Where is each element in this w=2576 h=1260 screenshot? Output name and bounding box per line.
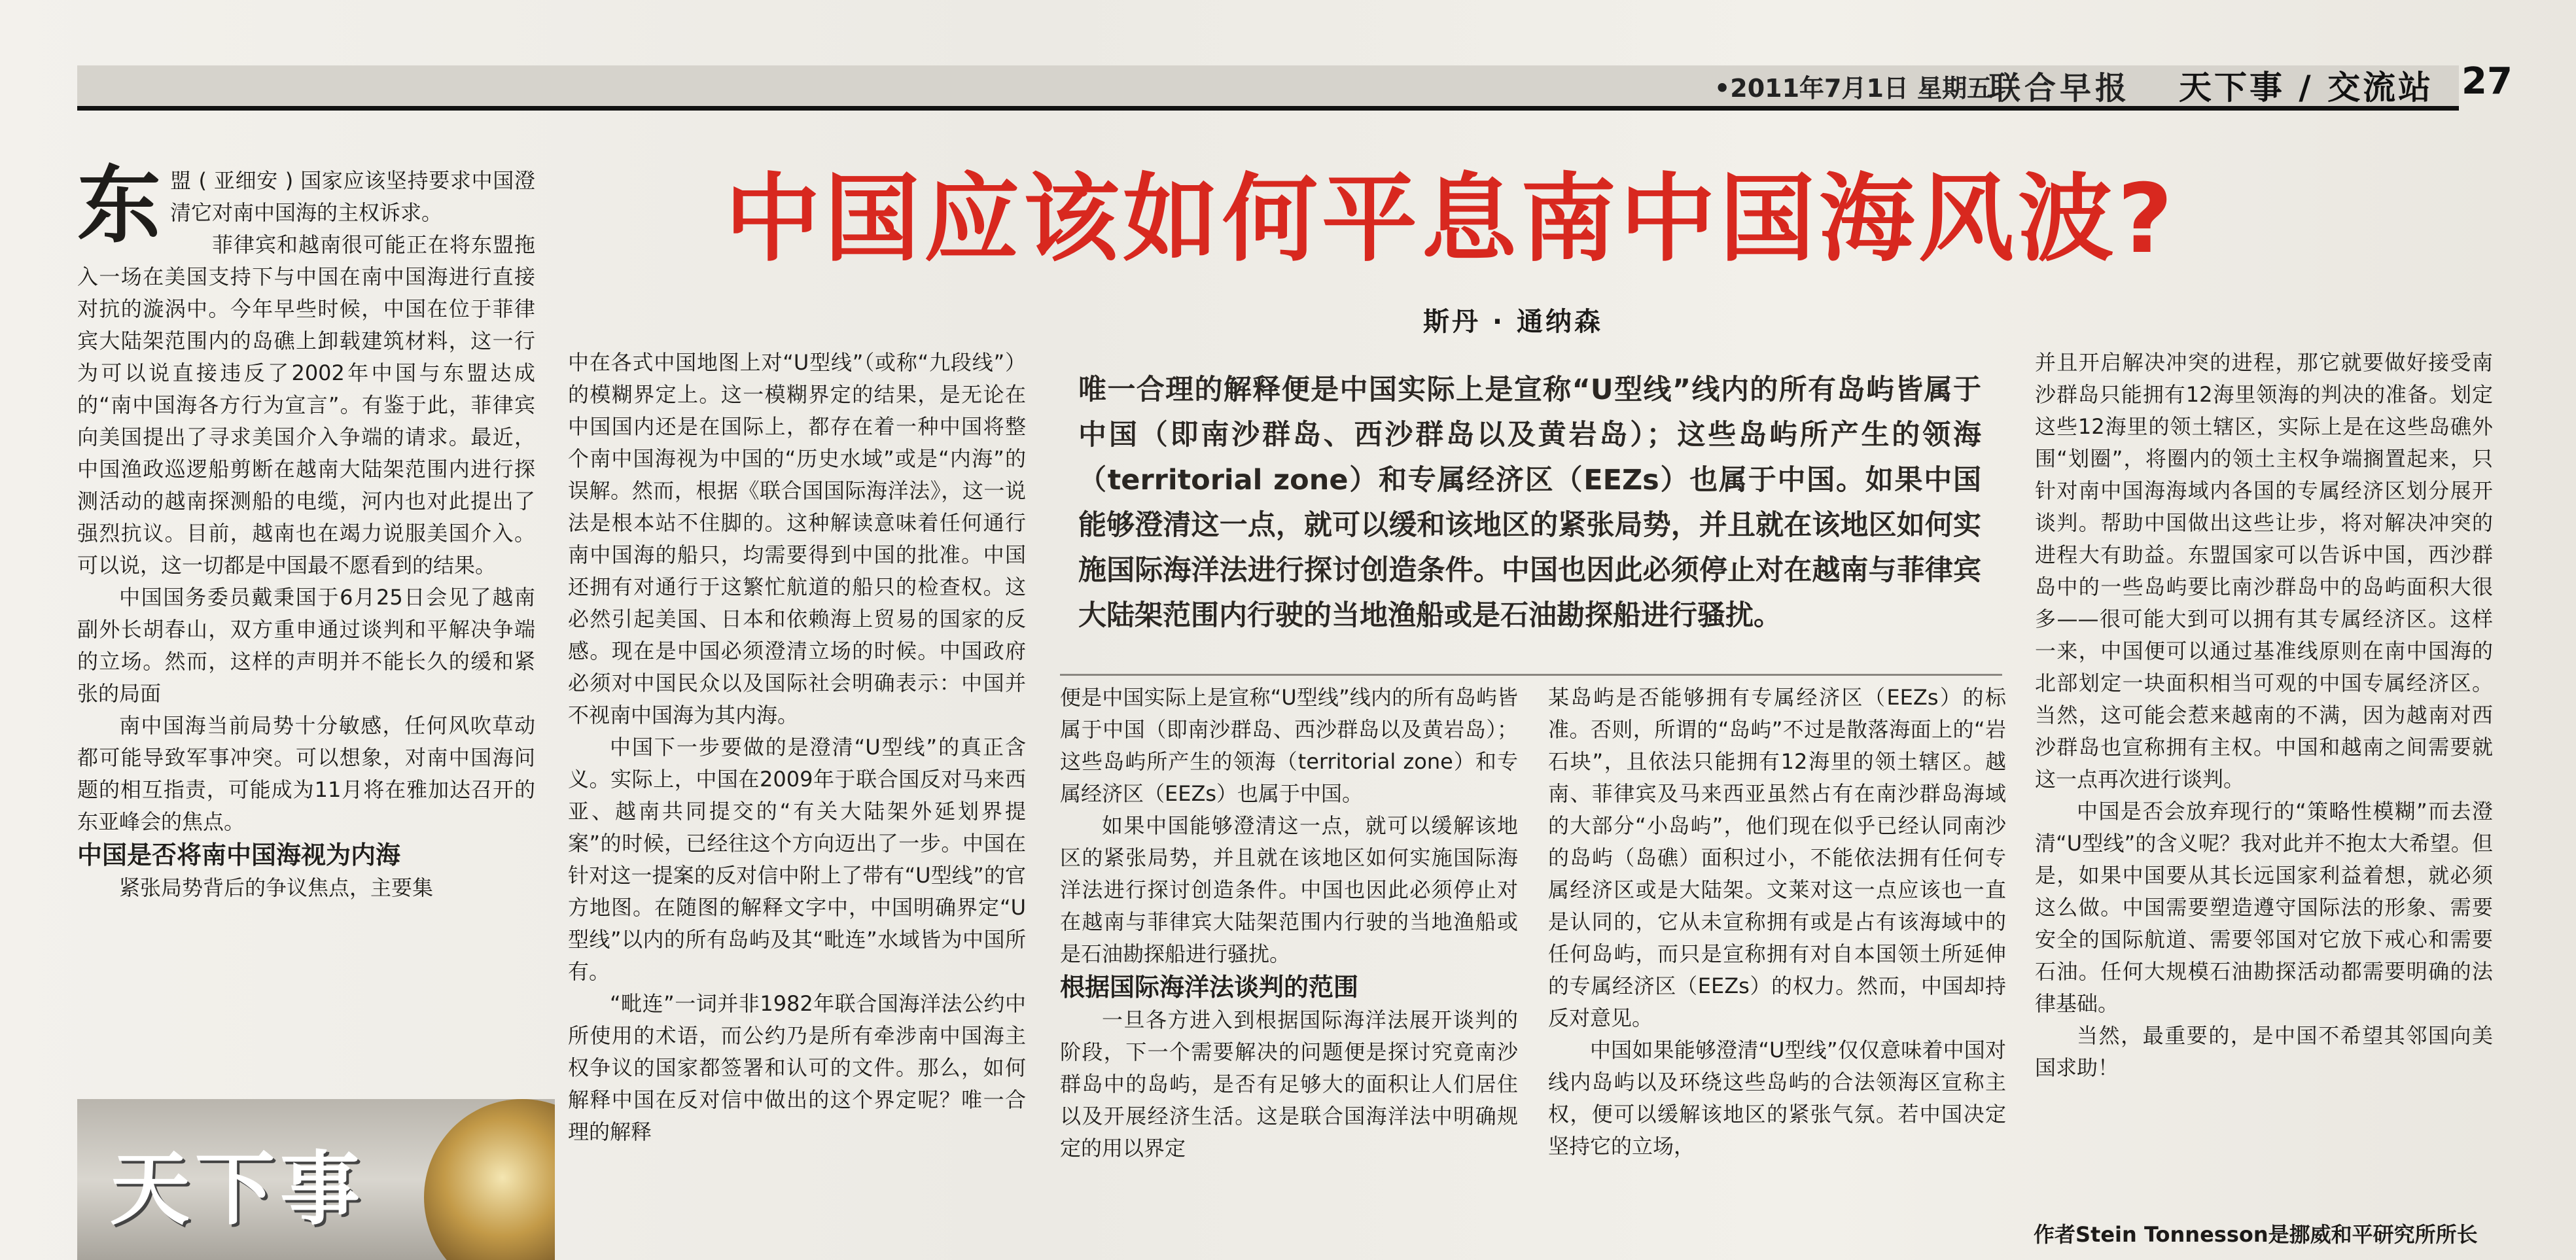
- pull-quote-divider: [1060, 674, 2002, 676]
- drop-cap: 东: [77, 156, 162, 254]
- subheading: 根据国际海洋法谈判的范围: [1060, 973, 1359, 1002]
- newspaper-name: 联合早报: [1989, 70, 2131, 107]
- pull-quote: 唯一合理的解释便是中国实际上是宣称“U型线”线内的所有岛屿皆属于中国（即南沙群岛、西沙群岛以及黄岩岛）；这些岛屿所产生的领海（territorial zone）和专属经济区（EEZs）也属于中国。如果中国能够澄清这一点，就可以缓和该地区的紧张局势，并且就在该地区如何实施国际海洋法进行探讨创造条件。中国也因此必须停止对在越南与菲律宾大陆架范围内行驶的当地渔船或是石油勘探船进行骚扰。: [1078, 374, 1981, 632]
- page-number: 27: [2461, 60, 2513, 103]
- lead-paragraph: 盟 ( 亚细安 ) 国家应该坚持要求中国澄清它对南中国海的主权诉求。: [170, 168, 535, 225]
- paragraph: 中在各式中国地图上对“U型线”（或称“九段线”）的模糊界定上。这一模糊界定的结果，是无论在中国国内还是在国际上，都存在着一种中国将整个南中国海视为中国的“历史水域”或是“内海”的误解。然而，根据《联合国国际海洋法》，这一说法是根本站不住脚的。这种解读意味着任何通行南中国海的船只，均需要得到中国的批准。中国还拥有对通行于这繁忙航道的船只的检查权。这必然引起美国、日本和依赖海上贸易的国家的反感。现在是中国必须澄清立场的时候。中国政府必须对中国民众以及国际社会明确表示：中国并不视南中国海为其内海。: [568, 350, 1026, 727]
- article-column-1: [77, 156, 535, 904]
- paragraph: 南中国海当前局势十分敏感，任何风吹草动都可能导致军事冲突。可以想象，对南中国海问题的相互指责，可能成为11月将在雅加达召开的东亚峰会的焦点。: [77, 713, 535, 834]
- paragraph: 一旦各方进入到根据国际海洋法展开谈判的阶段，下一个需要解决的问题便是探讨究竟南沙群岛中的岛屿，是否有足够大的面积让人们居住以及开展经济生活。这是联合国海洋法中明确规定的用以界定: [1060, 1007, 1518, 1161]
- article-column-3: [1060, 682, 1518, 1164]
- paragraph: 并且开启解决冲突的进程，那它就要做好接受南沙群岛只能拥有12海里领海的判决的准备。划定这些12海里的领土辖区，实际上是在这些岛礁外围“划圈”，将圈内的领土主权争端搁置起来，只针对南中国海海域内各国的专属经济区划分展开谈判。帮助中国做出这些让步，将对解决冲突的进程大有助益。东盟国家可以告诉中国，西沙群岛中的一些岛屿要比南沙群岛中的岛屿面积大很多——很可能大到可以拥有其专属经济区。这样一来，中国便可以通过基准线原则在南中国海的北部划定一块面积相当可观的中国专属经济区。当然，这可能会惹来越南的不满，因为越南对西沙群岛也宣称拥有主权。中国和越南之间需要就这一点再次进行谈判。: [2035, 350, 2493, 792]
- logo-text: 天下事: [110, 1143, 365, 1236]
- paragraph: 当然，最重要的，是中国不希望其邻国向美国求助！: [2035, 1023, 2493, 1080]
- paragraph: 中国国务委员戴秉国于6月25日会见了越南副外长胡春山，双方重申通过谈判和平解决争端的立场。然而，这样的声明并不能长久的缓和紧张的局面: [77, 585, 535, 706]
- paragraph: 紧张局势背后的争议焦点，主要集: [119, 875, 434, 900]
- article-author: 斯丹 · 通纳森: [1423, 307, 1604, 337]
- paragraph: 便是中国实际上是宣称“U型线”线内的所有岛屿皆属于中国（即南沙群岛、西沙群岛以及黄岩岛）；这些岛屿所产生的领海（territorial zone）和专属经济区（EEZs）也属于中国。: [1060, 685, 1518, 806]
- globe-icon: [424, 1099, 555, 1260]
- author-note: 作者Stein Tonnesson是挪威和平研究所所长: [2034, 1222, 2478, 1247]
- article-column-2: [568, 347, 1026, 1148]
- paragraph: 中国是否会放弃现行的“策略性模糊”而去澄清“U型线”的含义呢？我对此并不抱太大希望。但是，如果中国要从其长远国家利益着想，就必须这么做。中国需要塑造遵守国际法的形象、需要安全的国际航道、需要邻国对它放下戒心和需要石油。任何大规模石油勘探活动都需要明确的法律基础。: [2035, 799, 2493, 1016]
- paragraph: 中国下一步要做的是澄清“U型线”的真正含义。实际上，中国在2009年于联合国反对马来西亚、越南共同提交的“有关大陆架外延划界提案”的时候，已经往这个方向迈出了一步。中国在针对这一提案的反对信中附上了带有“U型线”的官方地图。在随图的解释文字中，中国明确界定“U型线”以内的所有岛屿及其“毗连”水域皆为中国所有。: [568, 735, 1026, 984]
- article-headline: 中国应该如何平息南中国海风波?: [725, 164, 2177, 275]
- issue-date: •2011年7月1日 星期五: [1714, 74, 1992, 103]
- article-column-5: [2035, 347, 2493, 1084]
- paragraph: 中国如果能够澄清“U型线”仅仅意味着中国对线内岛屿以及环绕这些岛屿的合法领海区宣称主权，便可以缓解该地区的紧张气氛。若中国决定坚持它的立场，: [1548, 1038, 2006, 1159]
- paragraph: 菲律宾和越南很可能正在将东盟拖入一场在美国支持下与中国在南中国海进行直接对抗的漩涡中。今年早些时候，中国在位于菲律宾大陆架范围内的岛礁上卸载建筑材料，这一行为可以说直接违反了2002年中国与东盟达成的“南中国海各方行为宣言”。有鉴于此，菲律宾向美国提出了寻求美国介入争端的请求。最近，中国渔政巡逻船剪断在越南大陆架范围内进行探测活动的越南探测船的电缆，河内也对此提出了强烈抗议。目前，越南也在竭力说服美国介入。可以说，这一切都是中国最不愿看到的结果。: [77, 232, 535, 578]
- paragraph: “毗连”一词并非1982年联合国海洋法公约中所使用的术语，而公约乃是所有牵涉南中国海主权争议的国家都签署和认可的文件。那么，如何解释中国在反对信中做出的这个界定呢？唯一合理的解释: [568, 991, 1026, 1144]
- section-title: 天下事 / 交流站: [2179, 69, 2434, 107]
- article-column-4: [1548, 682, 2006, 1163]
- paragraph: 某岛屿是否能够拥有专属经济区（EEZs）的标准。否则，所谓的“岛屿”不过是散落海面上的“岩石块”，且依法只能拥有12海里的领土辖区。越南、菲律宾及马来西亚虽然占有在南沙群岛海域的大部分“小岛屿”，他们现在似乎已经认同南沙的岛屿（岛礁）面积过小，不能依法拥有任何专属经济区或是大陆架。文莱对这一点应该也一直是认同的，它从未宣称拥有或是占有该海域中的任何岛屿，而只是宣称拥有对自本国领土所延伸的专属经济区（EEZs）的权力。然而，中国却持反对意见。: [1548, 685, 2006, 1030]
- paragraph: 如果中国能够澄清这一点，就可以缓解该地区的紧张局势，并且就在该地区如何实施国际海洋法进行探讨创造条件。中国也因此必须停止对在越南与菲律宾大陆架范围内行驶的当地渔船或是石油勘探船进行骚扰。: [1060, 813, 1518, 966]
- section-logo-image: [77, 1099, 555, 1260]
- subheading: 中国是否将南中国海视为内海: [77, 841, 401, 869]
